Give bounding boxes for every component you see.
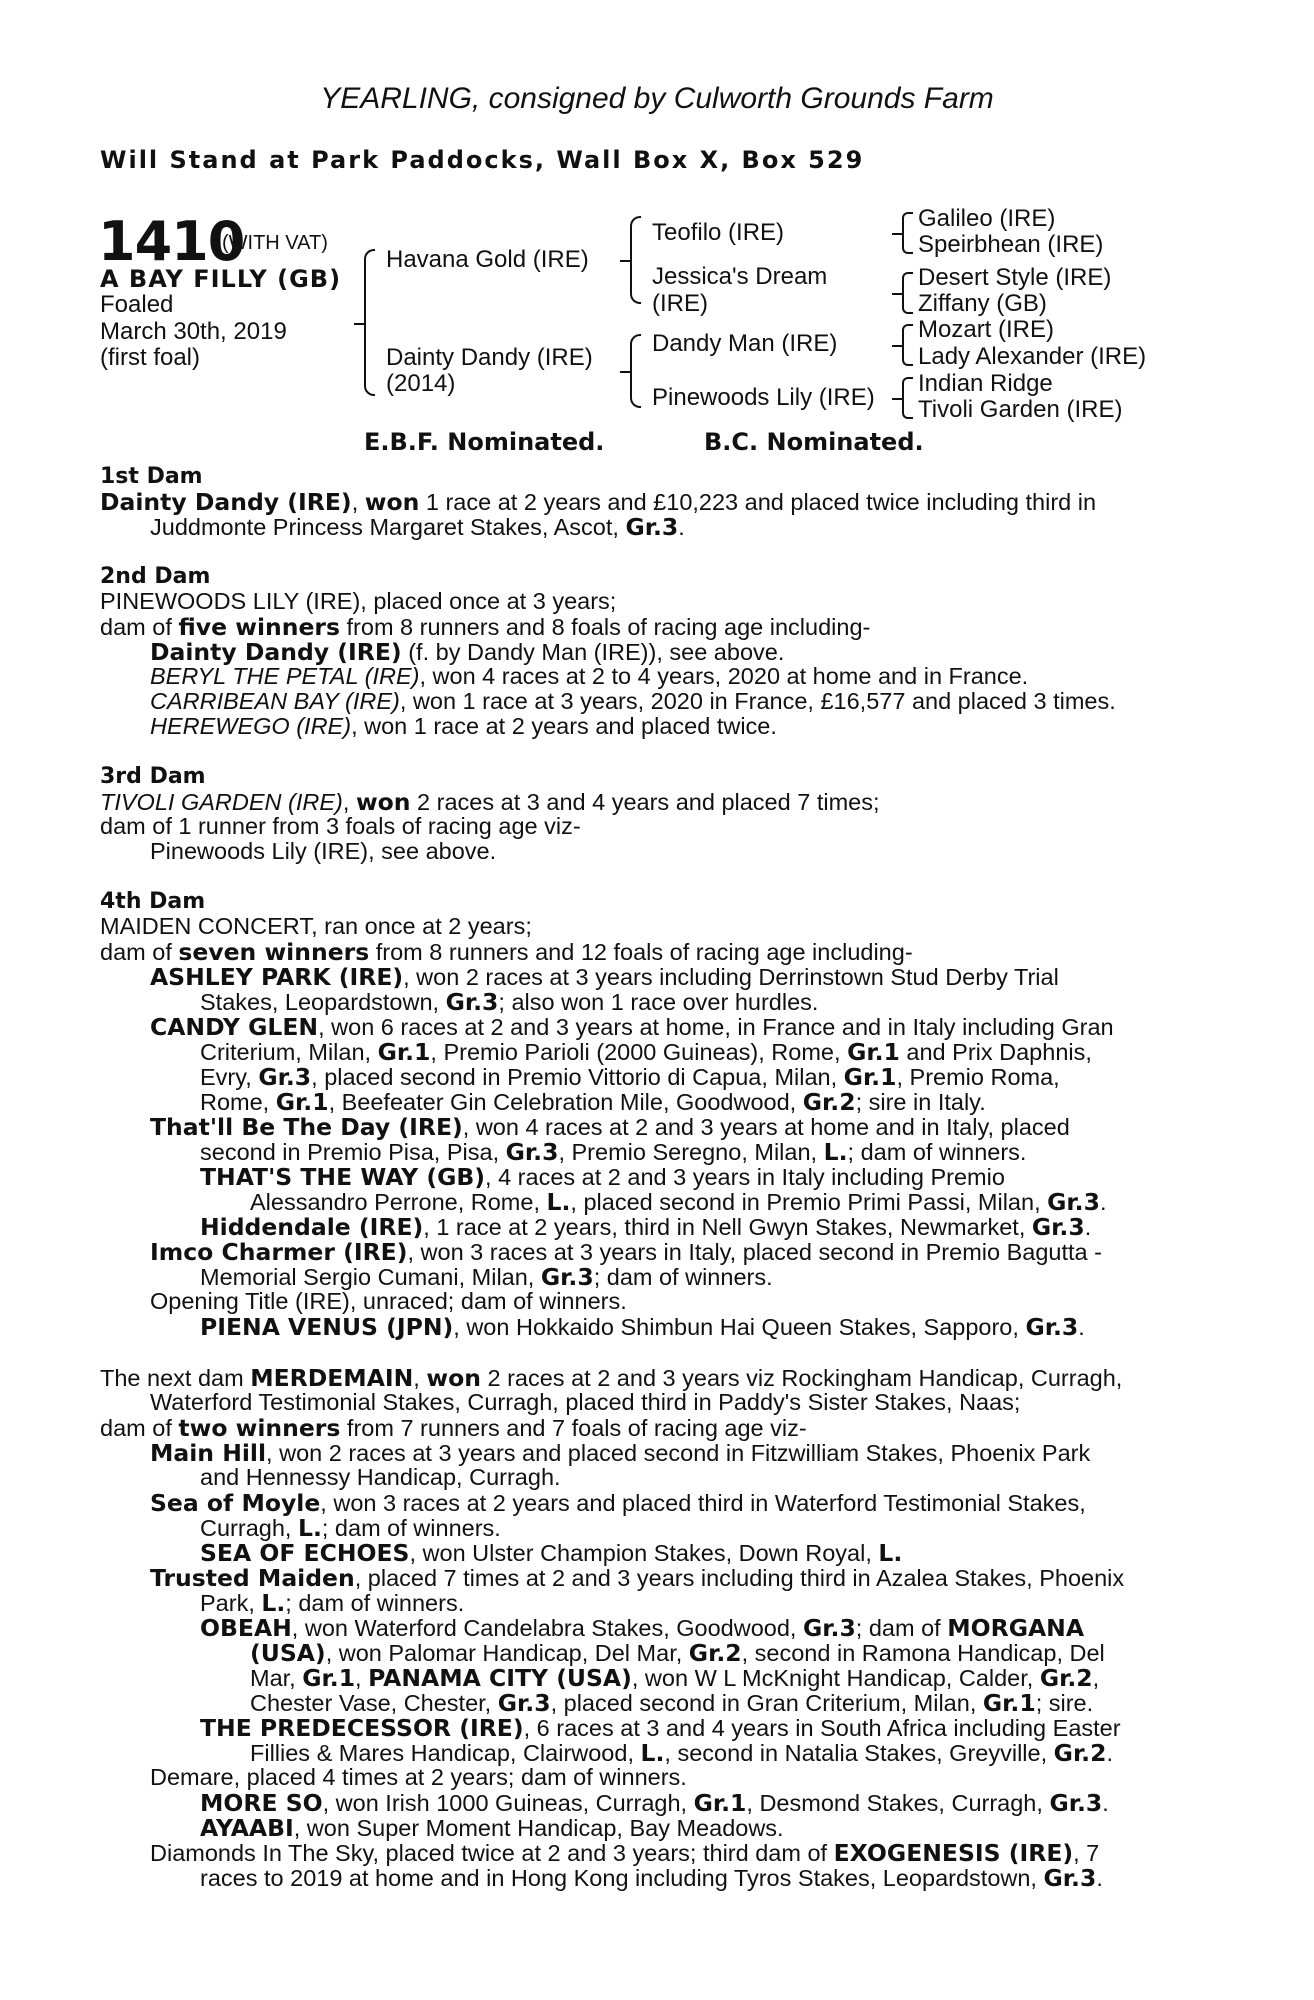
bold-text: AYAABI <box>200 1814 294 1842</box>
bold-text: Gr.1 <box>693 1789 747 1817</box>
bold-text: (USA) <box>250 1639 326 1667</box>
catalogue-line <box>250 1739 1113 1767</box>
section-heading <box>100 463 203 489</box>
text-segment: , Premio Seregno, Milan, <box>558 1139 824 1165</box>
text-segment: , second in Ramona Handicap, Del <box>741 1640 1105 1666</box>
ped-g5: Mozart (IRE) <box>918 316 1055 343</box>
catalogue-line <box>150 1489 1086 1517</box>
ped-sire-dam: Jessica's Dream <box>652 263 828 290</box>
text-segment: . <box>1099 1189 1107 1215</box>
catalogue-line <box>250 1188 1106 1216</box>
text-segment: Waterford Testimonial Stakes, Curragh, placed third in Paddy's Sister Stakes, Naas; <box>150 1389 1021 1415</box>
bold-text: Gr.3 <box>497 1689 551 1717</box>
catalogue-line <box>200 1163 1005 1191</box>
sire-line-brace <box>630 216 641 304</box>
text-segment: (f. by Dandy Man (IRE)), see above. <box>401 639 785 665</box>
text-segment: from 8 runners and 12 foals of racing age including- <box>369 939 913 965</box>
bold-text: CANDY GLEN <box>150 1013 319 1041</box>
lot-number: 1410 <box>98 210 245 273</box>
text-segment: . <box>1106 1740 1113 1766</box>
bold-text: Gr.3 <box>1043 1864 1097 1892</box>
text-segment: Chester Vase, Chester, <box>250 1690 498 1716</box>
text-segment: Criterium, Milan, <box>200 1039 378 1065</box>
catalogue-line <box>150 688 1116 715</box>
text-segment: . <box>1096 1865 1103 1891</box>
text-segment: 2 races at 3 and 4 years and placed 7 times; <box>410 789 880 815</box>
text-segment: Evry, <box>200 1064 259 1090</box>
bold-text: Gr.3 <box>1049 1789 1103 1817</box>
g34-brace <box>902 272 913 314</box>
text-segment: Rome, <box>200 1089 276 1115</box>
bold-text: THE PREDECESSOR (IRE) <box>200 1714 524 1742</box>
catalogue-line <box>200 1614 1084 1642</box>
catalogue-line <box>200 1313 1085 1341</box>
ped-sire: Havana Gold (IRE) <box>386 246 589 273</box>
text-segment: and Prix Daphnis, <box>899 1039 1092 1065</box>
bold-text: Sea of Moyle <box>150 1489 321 1517</box>
catalogue-line <box>150 1439 1090 1467</box>
catalogue-line <box>200 1814 784 1842</box>
text-segment: BERYL THE PETAL (IRE) <box>150 663 420 689</box>
ped-dam-sire: Dandy Man (IRE) <box>652 330 838 357</box>
text-segment: Memorial Sergio Cumani, Milan, <box>200 1264 541 1290</box>
ped-dam-dam: Pinewoods Lily (IRE) <box>652 384 875 411</box>
text-segment: , 1 race at 2 years, third in Nell Gwyn Stakes, Newmarket, <box>423 1214 1032 1240</box>
bold-text: Gr.1 <box>377 1038 431 1066</box>
text-segment: Mar, <box>250 1665 303 1691</box>
ped-g1: Galileo (IRE) <box>918 205 1056 232</box>
catalogue-line <box>150 1839 1099 1867</box>
bold-text: PANAMA CITY (USA) <box>368 1664 632 1692</box>
ped-dam: Dainty Dandy (IRE) <box>386 344 593 371</box>
text-segment: , 7 <box>1073 1840 1100 1866</box>
text-segment: , won 1 race at 3 years, 2020 in France, £16,577 and placed 3 times. <box>399 688 1116 714</box>
text-segment: . <box>1084 1214 1092 1240</box>
bold-text: Trusted Maiden <box>150 1564 355 1592</box>
text-segment: from 7 runners and 7 foals of racing age viz- <box>340 1415 807 1441</box>
text-segment: , won 2 races at 3 years and placed second in Fitzwilliam Stakes, Phoenix Park <box>266 1440 1091 1466</box>
text-segment: , Beefeater Gin Celebration Mile, Goodwood, <box>328 1089 803 1115</box>
text-segment: , won Waterford Candelabra Stakes, Goodwood, <box>291 1615 803 1641</box>
text-segment: , won Irish 1000 Guineas, Curragh, <box>322 1790 694 1816</box>
text-segment: , <box>342 789 356 815</box>
bold-text: five winners <box>178 613 340 641</box>
text-segment: , 6 races at 3 and 4 years in South Africa including Easter <box>523 1715 1121 1741</box>
text-segment: , <box>413 1365 427 1391</box>
foaled-date: March 30th, 2019 <box>100 318 287 345</box>
text-segment: Juddmonte Princess Margaret Stakes, Ascot, <box>150 514 626 540</box>
bold-text: Dainty Dandy (IRE) <box>150 638 402 666</box>
text-segment: CARRIBEAN BAY (IRE) <box>150 688 400 714</box>
bold-text: Imco Charmer (IRE) <box>150 1238 408 1266</box>
text-segment: , won W L McKnight Handicap, Calder, <box>631 1665 1040 1691</box>
ped-g3: Desert Style (IRE) <box>918 264 1112 291</box>
vat-note: (WITH VAT) <box>222 232 328 254</box>
bold-text: Gr.2 <box>1053 1739 1107 1767</box>
ped-sire-sire: Teofilo (IRE) <box>652 219 785 246</box>
catalogue-line <box>150 1764 687 1791</box>
bold-text: Dainty Dandy (IRE) <box>100 488 352 516</box>
text-segment: . <box>678 514 685 540</box>
bold-text: PIENA VENUS (JPN) <box>200 1313 454 1341</box>
catalogue-line <box>150 1238 1102 1266</box>
ped-g8: Tivoli Garden (IRE) <box>918 396 1123 423</box>
catalogue-line <box>150 713 777 740</box>
lot-title: A BAY FILLY (GB) <box>100 265 342 293</box>
catalogue-line <box>200 1088 986 1116</box>
bold-text: Gr.2 <box>802 1088 856 1116</box>
foaled-label: Foaled <box>100 291 174 318</box>
bold-text: ASHLEY PARK (IRE) <box>150 963 404 991</box>
bold-text: two winners <box>178 1414 341 1442</box>
text-segment: , placed 7 times at 2 and 3 years including third in Azalea Stakes, Phoenix <box>354 1565 1125 1591</box>
text-segment: Pinewoods Lily (IRE), see above. <box>150 838 497 864</box>
sire-dam-brace <box>364 249 375 396</box>
catalogue-line <box>200 1138 1026 1166</box>
bold-text: Gr.1 <box>982 1689 1036 1717</box>
text-segment: dam of <box>100 939 179 965</box>
bold-text: MORE SO <box>200 1789 323 1817</box>
text-segment: ; dam of winners. <box>847 1139 1027 1165</box>
catalogue-line <box>100 488 1096 516</box>
text-segment: MAIDEN CONCERT, ran once at 2 years; <box>100 913 532 939</box>
text-segment: Alessandro Perrone, Rome, <box>250 1189 547 1215</box>
catalogue-line <box>100 1414 807 1442</box>
text-segment: , won 4 races at 2 and 3 years at home and in Italy, placed <box>462 1114 1070 1140</box>
bold-text: Gr.3 <box>505 1138 559 1166</box>
text-segment: races to 2019 at home and in Hong Kong including Tyros Stakes, Leopardstown, <box>200 1865 1044 1891</box>
text-segment: , won Hokkaido Shimbun Hai Queen Stakes, Sapporo, <box>453 1314 1026 1340</box>
catalogue-line <box>200 1714 1121 1742</box>
catalogue-line <box>200 1789 1109 1817</box>
text-segment: , won Super Moment Handicap, Bay Meadows. <box>293 1815 784 1841</box>
bold-text: L. <box>823 1138 848 1166</box>
text-segment: , placed second in Premio Primi Passi, Milan, <box>570 1189 1048 1215</box>
catalogue-line <box>200 1038 1092 1066</box>
bold-text: Gr.3 <box>1025 1313 1079 1341</box>
text-segment: , won Palomar Handicap, Del Mar, <box>325 1640 689 1666</box>
bold-text: Gr.1 <box>275 1088 329 1116</box>
consignment-line: YEARLING, consigned by Culworth Grounds Farm <box>320 82 994 115</box>
catalogue-line <box>200 1063 1060 1091</box>
bold-text: 4th Dam <box>100 889 206 914</box>
text-segment: , placed second in Gran Criterium, Milan, <box>550 1690 983 1716</box>
bold-text: L. <box>640 1739 665 1767</box>
text-segment: . <box>1102 1790 1109 1816</box>
g12-brace <box>902 212 913 254</box>
catalogue-line <box>150 513 685 541</box>
catalogue-line <box>100 613 870 641</box>
text-segment: The next dam <box>100 1365 251 1391</box>
bold-text: won <box>426 1364 481 1392</box>
catalogue-line <box>250 1664 1099 1692</box>
ped-g7: Indian Ridge <box>918 370 1053 397</box>
text-segment: dam of <box>100 1415 179 1441</box>
bold-text: seven winners <box>178 938 370 966</box>
catalogue-line <box>150 1288 627 1315</box>
catalogue-line <box>100 813 581 840</box>
text-segment: TIVOLI GARDEN (IRE) <box>100 789 343 815</box>
text-segment: ; sire in Italy. <box>855 1089 986 1115</box>
catalogue-line <box>200 1539 902 1567</box>
text-segment: Curragh, <box>200 1515 298 1541</box>
catalogue-line <box>100 938 913 966</box>
ped-sire-dam-suffix: (IRE) <box>652 290 708 317</box>
catalogue-line <box>250 1689 1093 1717</box>
bold-text: MERDEMAIN <box>250 1364 414 1392</box>
catalogue-line <box>150 1564 1124 1592</box>
catalogue-line <box>100 1364 1122 1392</box>
bold-text: Gr.2 <box>688 1639 742 1667</box>
bold-text: Gr.3 <box>1047 1188 1100 1216</box>
text-segment: Stakes, Leopardstown, <box>200 989 446 1015</box>
text-segment: , Desmond Stakes, Curragh, <box>746 1790 1050 1816</box>
bold-text: Gr.3 <box>445 988 499 1016</box>
bold-text: Gr.3 <box>1031 1213 1085 1241</box>
g56-brace <box>902 324 913 366</box>
text-segment: , won 3 races at 2 years and placed third in Waterford Testimonial Stakes, <box>320 1490 1086 1516</box>
ebf-nominated: E.B.F. Nominated. <box>364 428 605 456</box>
text-segment: , won 2 races at 3 years including Derrinstown Stud Derby Trial <box>403 964 1059 990</box>
text-segment: Fillies & Mares Handicap, Clairwood, <box>250 1740 641 1766</box>
bold-text: won <box>364 488 420 516</box>
text-segment: , Premio Parioli (2000 Guineas), Rome, <box>430 1039 848 1065</box>
text-segment: Diamonds In The Sky, placed twice at 2 and 3 years; third dam of <box>150 1840 834 1866</box>
text-segment: , won 4 races at 2 to 4 years, 2020 at home and in France. <box>419 663 1029 689</box>
dam-line-brace <box>630 334 641 408</box>
catalogue-line <box>200 1213 1091 1241</box>
section-heading <box>100 763 206 789</box>
catalogue-line <box>200 1514 501 1542</box>
text-segment: PINEWOODS LILY (IRE), placed once at 3 years; <box>100 588 617 614</box>
text-segment: , 4 races at 2 and 3 years in Italy including Premio <box>485 1164 1005 1190</box>
bold-text: Main Hill <box>150 1439 267 1467</box>
catalogue-line <box>250 1639 1105 1667</box>
section-heading <box>100 563 210 589</box>
text-segment: , won Ulster Champion Stakes, Down Royal, <box>409 1540 879 1566</box>
ped-g4: Ziffany (GB) <box>918 290 1047 317</box>
bold-text: That'll Be The Day (IRE) <box>150 1113 463 1141</box>
text-segment: , won 1 race at 2 years and placed twice. <box>351 713 777 739</box>
bold-text: Gr.3 <box>540 1263 594 1291</box>
text-segment: and Hennessy Handicap, Curragh. <box>200 1464 561 1490</box>
bold-text: Gr.2 <box>1039 1664 1093 1692</box>
text-segment: ; also won 1 race over hurdles. <box>498 989 819 1015</box>
catalogue-line <box>100 588 616 615</box>
catalogue-line <box>150 1389 1020 1416</box>
text-segment: , <box>355 1665 369 1691</box>
catalogue-line <box>100 913 532 940</box>
catalogue-line <box>150 663 1028 690</box>
text-segment: ; dam of <box>855 1615 948 1641</box>
bold-text: Gr.3 <box>802 1614 856 1642</box>
catalogue-line <box>150 838 496 865</box>
bold-text: MORGANA <box>947 1614 1085 1642</box>
bold-text: Gr.3 <box>625 513 679 541</box>
bold-text: Hiddendale (IRE) <box>200 1213 424 1241</box>
text-segment: dam of <box>100 614 179 640</box>
catalogue-line <box>200 1263 773 1291</box>
ped-dam-year: (2014) <box>386 370 456 397</box>
text-segment: HEREWEGO (IRE) <box>150 713 352 739</box>
ped-g6: Lady Alexander (IRE) <box>918 343 1147 370</box>
stand-location: Will Stand at Park Paddocks, Wall Box X, Box 529 <box>100 146 865 174</box>
foal-note: (first foal) <box>100 344 201 371</box>
bold-text: Gr.1 <box>302 1664 356 1692</box>
bold-text: OBEAH <box>200 1614 292 1642</box>
bold-text: Gr.1 <box>843 1063 897 1091</box>
bold-text: Gr.3 <box>258 1063 312 1091</box>
text-segment: 2 races at 2 and 3 years viz Rockingham Handicap, Curragh, <box>480 1365 1123 1391</box>
text-segment: , second in Natalia Stakes, Greyville, <box>664 1740 1054 1766</box>
text-segment: dam of 1 runner from 3 foals of racing age viz- <box>100 813 581 839</box>
catalogue-line <box>150 1013 1114 1041</box>
bold-text: Gr.1 <box>847 1038 900 1066</box>
bc-nominated: B.C. Nominated. <box>704 428 924 456</box>
text-segment: , won 3 races at 3 years in Italy, placed second in Premio Bagutta - <box>407 1239 1102 1265</box>
text-segment: ; dam of winners. <box>321 1515 501 1541</box>
bold-text: L. <box>546 1188 571 1216</box>
text-segment: , <box>351 489 365 515</box>
bold-text: THAT'S THE WAY (GB) <box>200 1163 486 1191</box>
text-segment: second in Premio Pisa, Pisa, <box>200 1139 506 1165</box>
catalogue-line <box>150 1113 1070 1141</box>
text-segment: , Premio Roma, <box>896 1064 1060 1090</box>
catalogue-line <box>150 963 1059 991</box>
catalogue-line <box>100 788 880 816</box>
ped-g2: Speirbhean (IRE) <box>918 231 1104 258</box>
text-segment: ; dam of winners. <box>285 1590 465 1616</box>
bold-text: EXOGENESIS (IRE) <box>833 1839 1074 1867</box>
text-segment: , <box>1092 1665 1100 1691</box>
catalogue-line <box>200 988 818 1016</box>
catalogue-line <box>150 638 784 666</box>
text-segment: Park, <box>200 1590 262 1616</box>
text-segment: Opening Title (IRE), unraced; dam of winners. <box>150 1288 627 1314</box>
bold-text: L. <box>878 1539 903 1567</box>
bold-text: won <box>355 788 411 816</box>
section-heading <box>100 888 205 914</box>
bold-text: SEA OF ECHOES <box>200 1539 410 1567</box>
catalogue-line <box>200 1589 464 1617</box>
text-segment: 1 race at 2 years and £10,223 and placed twice including third in <box>419 489 1097 515</box>
text-segment: ; sire. <box>1035 1690 1094 1716</box>
bold-text: 1st Dam <box>100 464 203 489</box>
text-segment: ; dam of winners. <box>593 1264 773 1290</box>
catalogue-line <box>200 1864 1103 1892</box>
text-segment: from 8 runners and 8 foals of racing age including- <box>339 614 871 640</box>
text-segment: . <box>1078 1314 1085 1340</box>
bold-text: 2nd Dam <box>100 564 211 589</box>
g78-brace <box>902 377 913 419</box>
bold-text: L. <box>261 1589 286 1617</box>
text-segment: Demare, placed 4 times at 2 years; dam of winners. <box>150 1764 687 1790</box>
catalogue-line <box>200 1464 561 1491</box>
text-segment: , placed second in Premio Vittorio di Capua, Milan, <box>311 1064 844 1090</box>
bold-text: 3rd Dam <box>100 764 206 789</box>
text-segment: , won 6 races at 2 and 3 years at home, in France and in Italy including Gran <box>318 1014 1114 1040</box>
bold-text: L. <box>297 1514 322 1542</box>
